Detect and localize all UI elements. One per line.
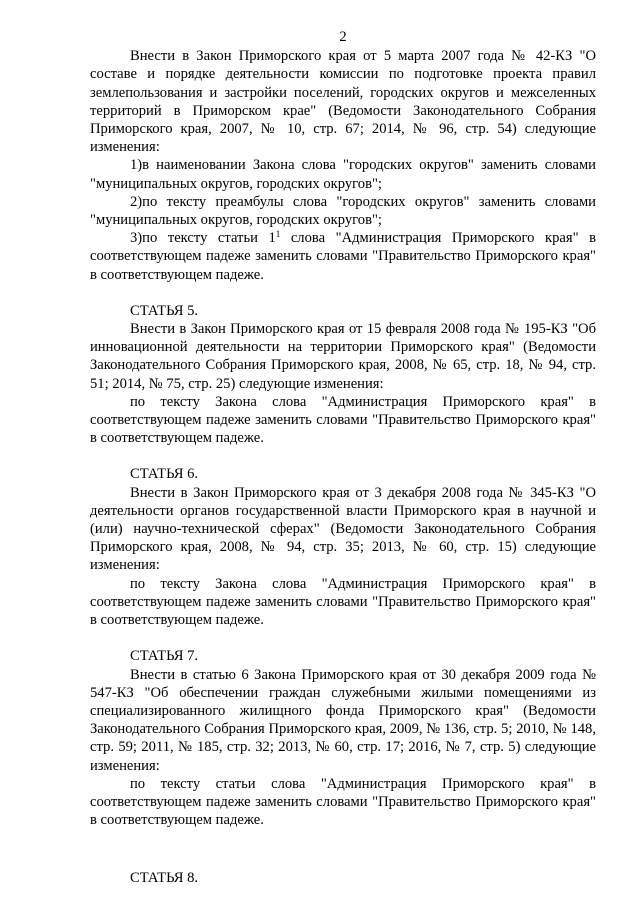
spacer: [90, 284, 596, 302]
spacer: [90, 829, 596, 869]
intro-paragraph: Внести в Закон Приморского края от 5 марта 2007 года № 42-КЗ "О составе и порядке деятельности комиссии по подготовке проекта правил землепользования и застройки поселений, городских округов и межселенных территорий в Приморском крае" (Ведомости Законодательного Собрания Приморского края, 2007, № 10, стр. 67; 2014, № 96, стр. 54) следующие изменения:: [90, 48, 596, 156]
article-6-heading: СТАТЬЯ 6.: [130, 466, 199, 483]
article-8-heading: СТАТЬЯ 8.: [130, 870, 199, 887]
intro-item-3-end: слова "Администрация Приморского края" в соответствующем падеже заменить словами "Правительство Приморского края" в соответствующем падеже.: [90, 230, 596, 283]
article-6-text: Внести в Закон Приморского края от 3 декабря 2008 года № 345-КЗ "О деятельности органов государственной власти Приморского края в научной и (или) научно-технической сферах" (Ведомости Законодательного Собрания Приморского края, 2008, № 94, стр. 35; 2013, № 60, стр. 15) следующие изменения:: [90, 484, 596, 574]
intro-item-3-superscript: 1: [275, 229, 281, 240]
intro-item-1: 1)в наименовании Закона слова "городских округов" заменить словами "муниципальных округов, городских округов";: [90, 157, 596, 192]
spacer: [90, 629, 596, 647]
spacer: [90, 447, 596, 465]
article-7-change: по тексту статьи слова "Администрация Приморского края" в соответствующем падеже заменить словами "Правительство Приморского края" в соответствующем падеже.: [90, 775, 596, 829]
document-page: [90, 28, 596, 888]
page-number: 2: [339, 29, 347, 45]
article-6-change: по тексту Закона слова "Администрация Приморского края" в соответствующем падеже заменить словами "Правительство Приморского края" в соответствующем падеже.: [90, 575, 596, 629]
article-5: [90, 302, 596, 448]
intro-section: [90, 47, 596, 284]
article-7-text: Внести в статью 6 Закона Приморского края от 30 декабря 2009 года № 547-КЗ "Об обеспечении граждан служебными жилыми помещениями из специализированного жилищного фонда Приморского края" (Ведомости Законодательного Собрания Приморского края, 2009, № 136, стр. 5; 2010, № 148, стр. 59; 2011, № 185, стр. 32; 2013, № 60, стр. 17; 2016, № 7, стр. 5) следующие изменения:: [90, 666, 596, 774]
article-7-heading: СТАТЬЯ 7.: [130, 648, 199, 665]
article-8: [90, 869, 596, 887]
article-5-text: Внести в Закон Приморского края от 15 февраля 2008 года № 195-КЗ "Об инновационной деятельности на территории Приморского края" (Ведомости Законодательного Собрания Приморского края, 2008, № 65, стр. 18, № 94, стр. 51; 2014, № 75, стр. 25) следующие изменения:: [90, 321, 596, 392]
article-6: [90, 465, 596, 629]
intro-item-3: [90, 229, 596, 284]
intro-item-2: 2)по тексту преамбулы слова "городских округов" заменить словами "муниципальных округов, городских округов";: [90, 193, 596, 229]
intro-item-3-start: 3)по тексту статьи 1: [130, 230, 276, 247]
article-5-heading: СТАТЬЯ 5.: [130, 302, 199, 319]
article-5-change: по тексту Закона слова "Администрация Приморского края" в соответствующем падеже заменить словами "Правительство Приморского края" в соответствующем падеже.: [90, 393, 596, 447]
article-7: [90, 647, 596, 829]
